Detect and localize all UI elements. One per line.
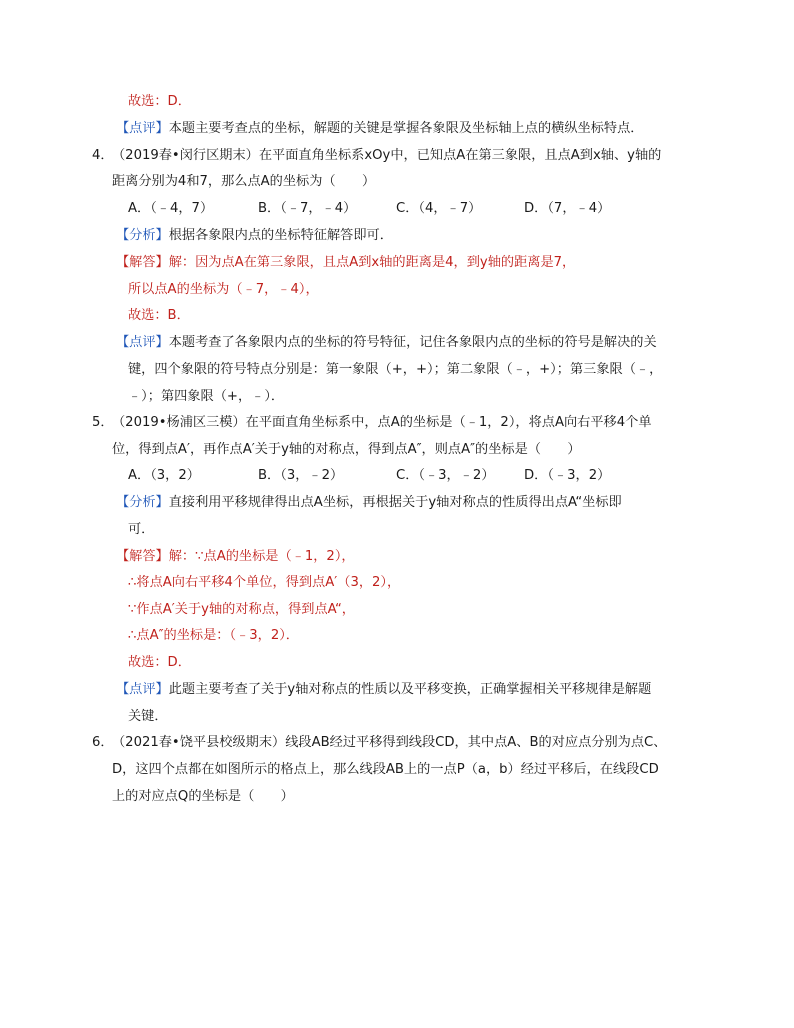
q4-option-a: A．（﹣4，7） [128, 201, 214, 216]
q6-stem-line1: （2021春•饶平县校级期末）线段AB经过平移得到线段CD，其中点A、B的对应点分别为点C、 [112, 735, 667, 750]
q5-option-b: B．（3，﹣2） [258, 468, 344, 483]
q4-comment-line3: ﹣）；第四象限（+，﹣）． [128, 389, 285, 404]
q4-option-b: B．（﹣7，﹣4） [258, 201, 357, 216]
q5-stem-line2: 位，得到点A′，再作点A′关于y轴的对称点，得到点A″，则点A″的坐标是（ ） [112, 442, 581, 457]
q3-comment-tag: 【点评】 [116, 121, 169, 136]
q5-number: 5． [92, 415, 114, 430]
q5-option-a: A．（3，2） [128, 468, 200, 483]
q3-answer: 故选：D． [128, 94, 191, 109]
q4-solution-line2: 所以点A的坐标为（﹣7，﹣4）， [128, 282, 319, 297]
q4-comment-text1: 本题考查了各象限内点的坐标的符号特征，记住各象限内点的坐标的符号是解决的关 [168, 335, 657, 350]
q5-comment-text1: 此题主要考查了关于y轴对称点的性质以及平移变换，正确掌握相关平移规律是解题 [168, 682, 652, 697]
q5-analysis-tag: 【分析】 [116, 495, 169, 510]
q5-solution-line4: ∴点A″的坐标是：（﹣3，2）． [128, 628, 299, 643]
q5-option-d: D．（﹣3，2） [524, 468, 611, 483]
q5-solution-line2: ∴将点A向右平移4个单位，得到点A′（3，2）， [128, 575, 401, 590]
q6-stem-line2: D，这四个点都在如图所示的格点上，那么线段AB上的一点P（a，b）经过平移后，在线段CD [112, 762, 659, 777]
q4-analysis-text: 根据各象限内点的坐标特征解答即可． [168, 228, 393, 243]
q4-comment-tag: 【点评】 [116, 335, 169, 350]
q5-option-c: C．（﹣3，﹣2） [396, 468, 495, 483]
q5-stem-line1: （2019•杨浦区三模）在平面直角坐标系中，点A的坐标是（﹣1，2），将点A向右平移4个单 [112, 415, 652, 430]
q4-comment-line1 [116, 333, 657, 353]
q5-analysis-line1 [116, 493, 622, 513]
q5-solution-text1: 解：∵点A的坐标是（﹣1，2）， [168, 549, 355, 564]
q4-answer: 故选：B． [128, 308, 190, 323]
q3-comment-text: 本题主要考查点的坐标，解题的关键是掌握各象限及坐标轴上点的横纵坐标特点． [168, 121, 644, 136]
q4-number: 4． [92, 148, 114, 163]
q5-comment-line2: 关键． [128, 709, 168, 724]
q5-analysis-line2: 可． [128, 522, 155, 537]
q4-option-d: D．（7，﹣4） [524, 201, 611, 216]
q5-comment-line1 [116, 680, 651, 700]
q6-number: 6． [92, 735, 114, 750]
q4-solution-line1 [116, 253, 575, 273]
q5-comment-tag: 【点评】 [116, 682, 169, 697]
q5-solution-line3: ∵作点A′关于y轴的对称点，得到点A“， [128, 602, 355, 617]
q4-stem-line2: 距离分别为4和7，那么点A的坐标为（ ） [112, 174, 376, 189]
q4-analysis [116, 226, 393, 246]
q5-solution-line1 [116, 547, 355, 567]
q4-option-c: C．（4，﹣7） [396, 201, 482, 216]
q4-solution-text1: 解：因为点A在第三象限，且点A到x轴的距离是4，到y轴的距离是7， [168, 255, 576, 270]
q5-solution-tag: 【解答】 [116, 549, 169, 564]
q4-stem-line1: （2019春•闵行区期末）在平面直角坐标系xOy中，已知点A在第三象限，且点A到x轴、y轴的 [112, 148, 662, 163]
q4-comment-line2: 键，四个象限的符号特点分别是：第一象限（+，+）；第二象限（﹣，+）；第三象限（﹣， [128, 362, 663, 377]
q3-comment [116, 119, 644, 139]
q4-analysis-tag: 【分析】 [116, 228, 169, 243]
q6-stem-line3: 上的对应点Q的坐标是（ ） [112, 789, 294, 804]
q4-solution-tag: 【解答】 [116, 255, 169, 270]
q5-answer: 故选：D． [128, 655, 191, 670]
q5-analysis-text1: 直接利用平移规律得出点A坐标，再根据关于y轴对称点的性质得出点A“坐标即 [168, 495, 622, 510]
